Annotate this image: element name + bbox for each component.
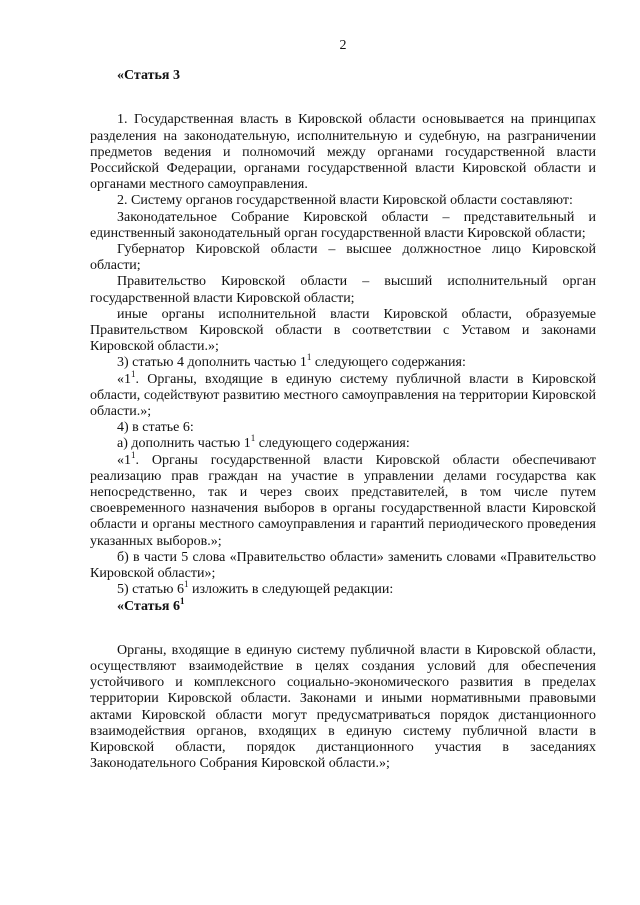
text-run: следующего содержания: (255, 436, 410, 452)
superscript: 1 (183, 579, 189, 590)
page-number: 2 (339, 38, 347, 53)
paragraph-11 (90, 449, 596, 550)
paragraph-5: Правительство Кировской области – высший исполнительный орган государственной власти Кировской области; (90, 274, 596, 306)
spacer (90, 84, 596, 112)
superscript: 1 (306, 352, 312, 363)
paragraph-10 (90, 433, 596, 452)
spacer (90, 615, 596, 643)
text-run: «1 (117, 452, 131, 468)
text-run: 5) статью 6 (117, 582, 184, 598)
paragraph-2: 2. Систему органов государственной власти Кировской области составляют: (117, 193, 573, 209)
paragraph-1: 1. Государственная власть в Кировской области основывается на принципах разделения на законодательную, исполнительную и судебную, на разграничении предметов ведения и полномочий между органами государственной власти Российской Федерации, органами государственной власти Кировской области и органами местного самоуправления. (90, 112, 596, 193)
paragraph-12: б) в части 5 слова «Правительство области» заменить словами «Правительство Кировской области»; (90, 549, 596, 582)
superscript: 1 (179, 595, 185, 606)
text-run: . Органы, входящие в единую систему публичной власти в Кировской области, содействуют развитию местного самоуправления на территории Кировской области.»; (90, 371, 596, 420)
paragraph-4: Губернатор Кировской области – высшее должностное лицо Кировской области; (90, 242, 596, 274)
paragraph-6: иные органы исполнительной власти Кировской области, образуемые Правительством Кировской области в соответствии с Уставом и законами Кировской области.»; (90, 306, 596, 355)
text-run: следующего содержания: (311, 355, 466, 371)
text-run: 3) статью 4 дополнить частью 1 (117, 355, 307, 371)
article-3-heading: «Статья 3 (117, 68, 180, 84)
text-run: . Органы государственной власти Кировской области обеспечивают реализацию прав граждан на участие в управлении делами государства как непосредственно, так и через своих представителей, в том числе путем своевременного назначения выборов в органы государственной власти Кировской области и органы местного самоуправления и гарантий периодического проведения указанных выборов.»; (90, 452, 596, 549)
paragraph-3: Законодательное Собрание Кировской области – представительный и единственный законодательный орган государственной власти Кировской области; (90, 209, 596, 241)
paragraph-13 (90, 579, 596, 598)
article-6-1-heading (90, 595, 596, 615)
paragraph-9: 4) в статье 6: (117, 420, 194, 436)
superscript: 1 (131, 368, 136, 379)
paragraph-8 (90, 368, 596, 421)
superscript: 1 (250, 433, 256, 444)
paragraph-14: Органы, входящие в единую систему публичной власти в Кировской области, осуществляют взаимодействие в целях создания условий для обеспечения устойчивого и комплексного социально-экономического развития в пределах территории Кировской области. Законами и иными нормативными правовыми актами Кировской области могут предусматриваться порядок дистанционного взаимодействия органов, входящих в единую систему публичной власти в Кировской области, порядок дистанционного участия в заседаниях Законодательного Собрания Кировской области.»; (90, 642, 596, 772)
paragraph-7 (90, 352, 596, 371)
text-run: изложить в следующей редакции: (188, 582, 394, 598)
superscript: 1 (131, 449, 136, 460)
text-run: а) дополнить частью 1 (117, 436, 251, 452)
text-run: «1 (117, 371, 131, 387)
text-run: «Статья 6 (117, 598, 180, 614)
